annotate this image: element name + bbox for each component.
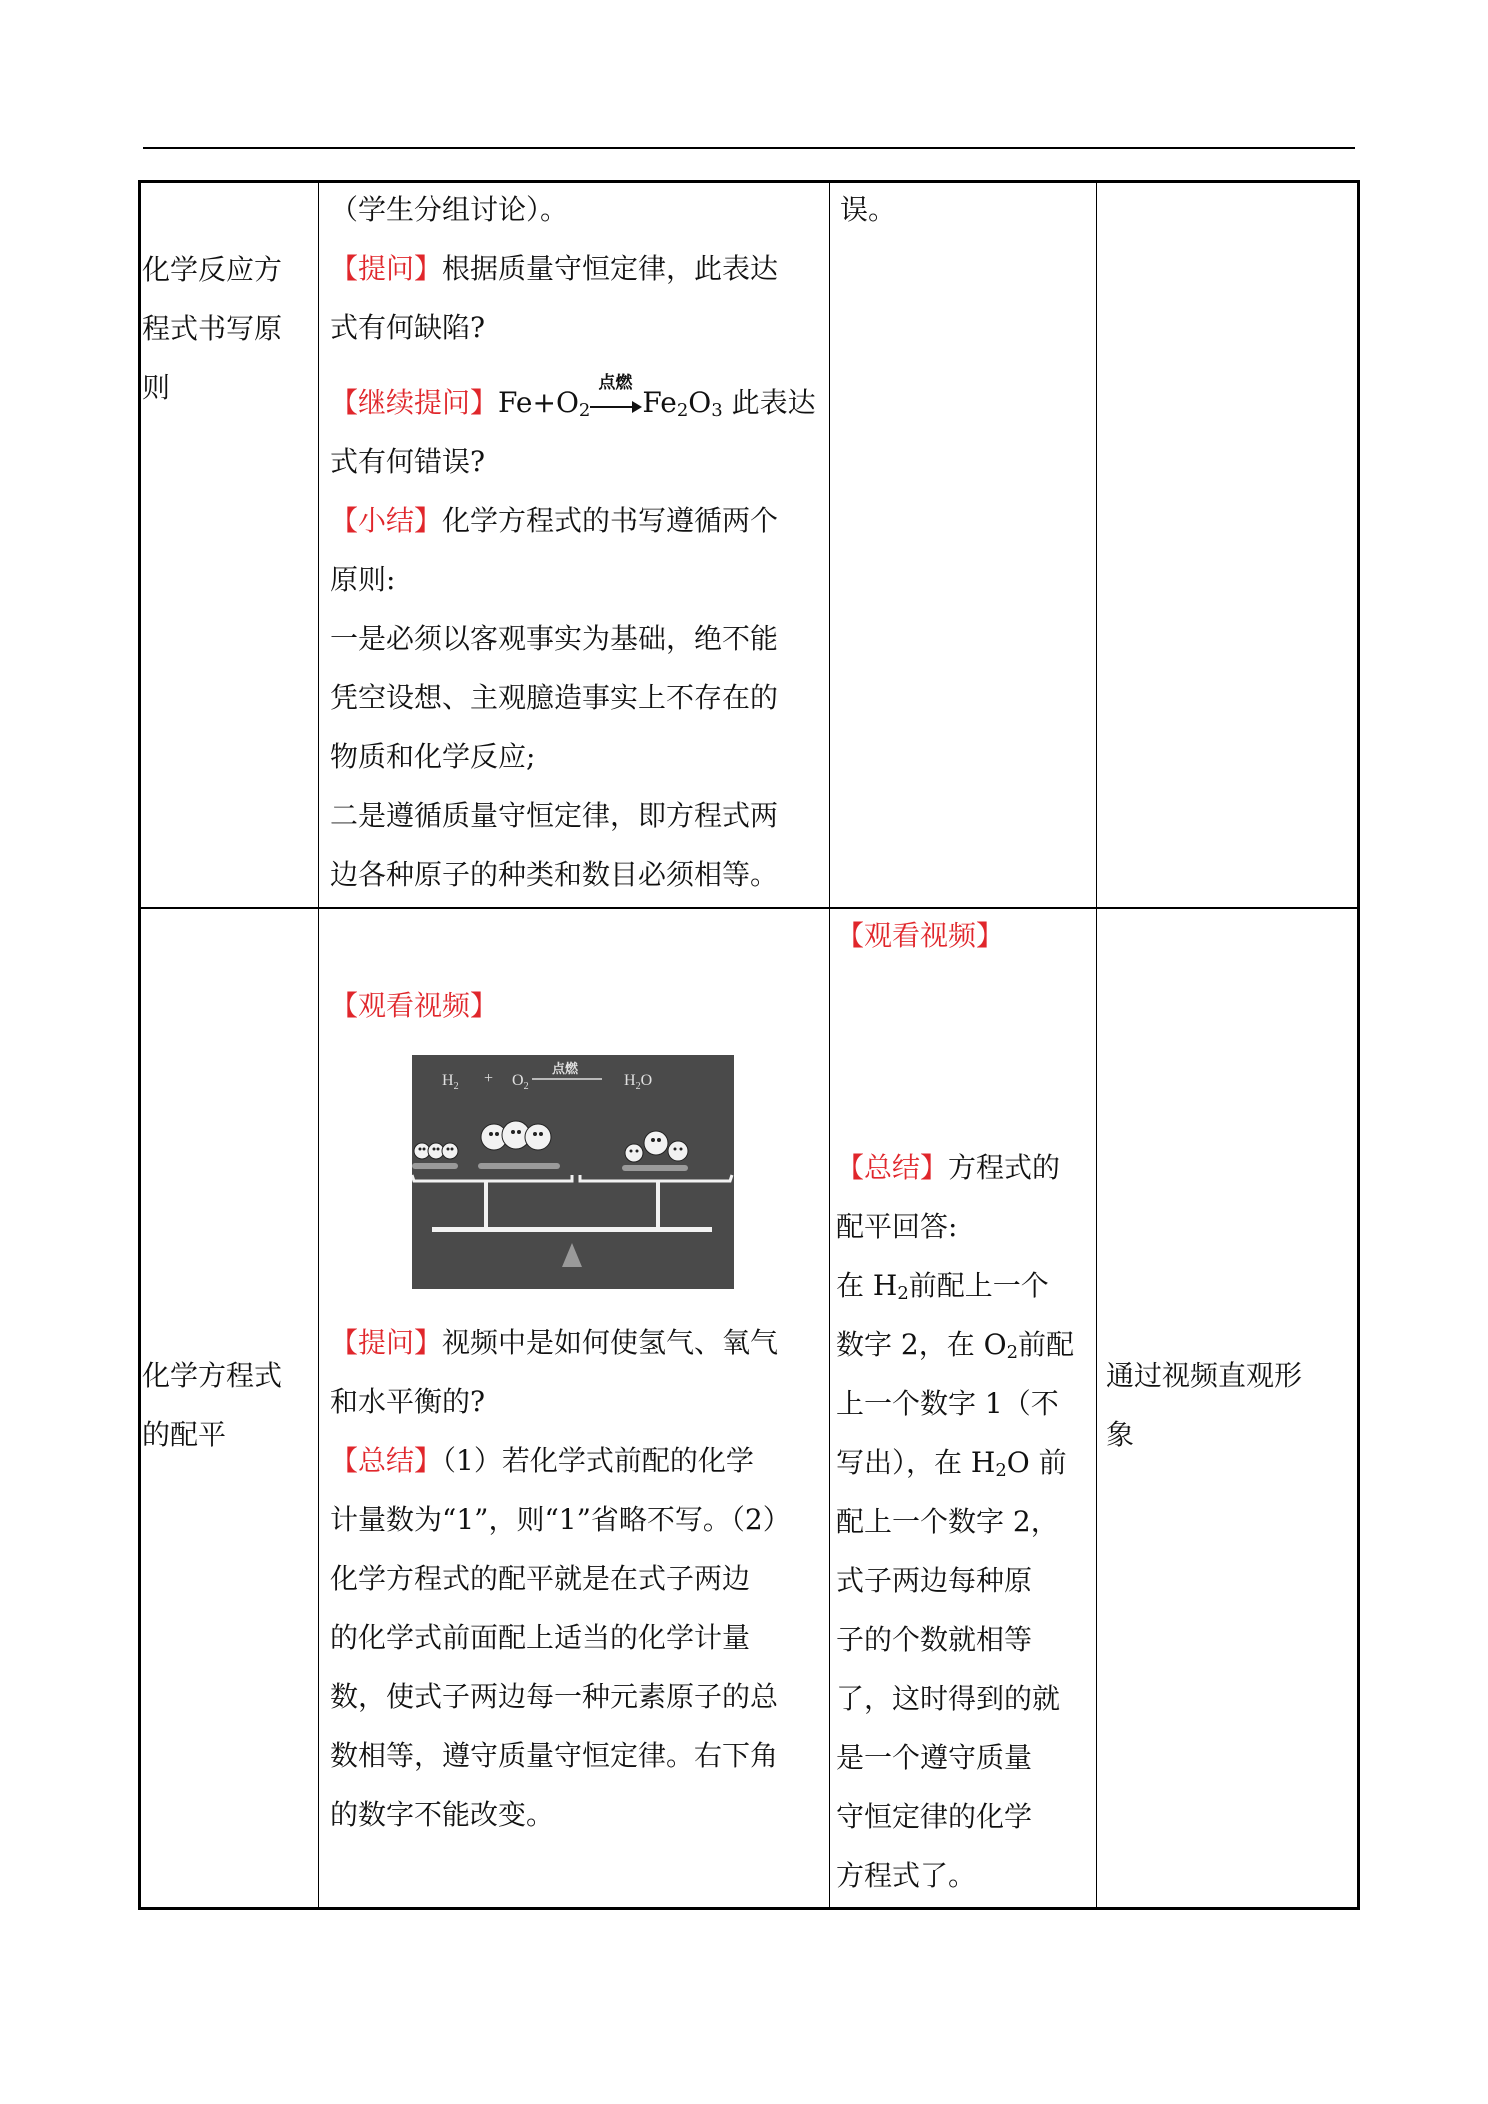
summary-text: 原则:: [330, 563, 396, 596]
equation-line: 【继续提问】$Fe+O_2$ 点燃 $Fe_2O_3$ 此表达: [330, 373, 816, 421]
watch-video-label: [330, 976, 830, 1035]
balance-video-still: [412, 1055, 734, 1289]
topic-line: 程式书写原: [142, 312, 283, 345]
summary-text: 化学方程式的书写遵循两个: [442, 504, 779, 537]
summary-line: [330, 491, 830, 550]
col-divider: [1096, 183, 1097, 1907]
topic-line: 化学反应方: [142, 253, 283, 286]
col-divider: [318, 183, 319, 1907]
summary-text: 一是必须以客观事实为基础，绝不能: [330, 622, 779, 655]
figure-condition: 点燃: [552, 1062, 579, 1077]
reaction-arrow: [590, 373, 642, 418]
equation-lhs: Fe+O: [498, 386, 579, 419]
summary-text: 物质和化学反应;: [330, 740, 536, 773]
summary-text: 方程式的: [948, 1151, 1061, 1184]
question-text: 和水平衡的?: [330, 1385, 486, 1418]
intent-text: 象: [1106, 1418, 1135, 1451]
summary-line: [330, 1431, 830, 1490]
summary-text: 式子两边每种原: [836, 1564, 1033, 1597]
followup-tag: 【继续提问】: [330, 386, 499, 419]
reaction-condition: 点燃: [598, 373, 633, 393]
row2-design-intent: [1106, 1346, 1351, 1464]
summary-tag: 【小结】: [330, 504, 443, 537]
h2o-formula: $H_2O$: [624, 1072, 653, 1092]
balance-beam: [432, 1227, 712, 1232]
summary-text: 边各种原子的种类和数目必须相等。: [330, 858, 779, 891]
summary-text: 二是遵循质量守恒定律，即方程式两: [330, 799, 779, 832]
summary-text: 的化学式前面配上适当的化学计量: [330, 1621, 751, 1654]
summary-text: 数相等，遵守质量守恒定律。右下角: [330, 1739, 779, 1772]
summary-text: 守恒定律的化学: [836, 1800, 1033, 1833]
summary-text: 的数字不能改变。: [330, 1798, 555, 1831]
row2-activity: [330, 1313, 830, 1844]
row1-topic: [142, 240, 317, 417]
summary-text: 上一个数字 1（不: [836, 1387, 1059, 1420]
row-divider: [141, 907, 1357, 909]
summary-tag: 【总结】: [836, 1151, 949, 1184]
row2-topic: [142, 1346, 317, 1464]
row2-watch-video: [836, 906, 1091, 965]
summary-text: 了，这时得到的就: [836, 1682, 1061, 1715]
discussion-note: （学生分组讨论）。: [330, 193, 569, 226]
o2-formula: $O_2$: [512, 1072, 529, 1092]
row2-student-summary: [836, 1138, 1091, 1905]
plus-sign: +: [484, 1070, 494, 1087]
question-text: 式有何缺陷?: [330, 311, 486, 344]
question-text: 根据质量守恒定律，此表达: [442, 252, 779, 285]
summary-line: [836, 1138, 1091, 1197]
summary-text: 配上一个数字 2，: [836, 1505, 1059, 1538]
summary-text: 数字 2，在 $O_2$前配: [836, 1328, 1075, 1363]
summary-text: 写出），在 $H_2O$ 前: [836, 1446, 1067, 1481]
followup-text: 式有何错误?: [330, 445, 486, 478]
equation-tail: 此表达: [731, 386, 816, 419]
topic-line: 化学方程式: [142, 1359, 283, 1392]
summary-text: 数，使式子两边每一种元素原子的总: [330, 1680, 779, 1713]
summary-text: 在 $H_2$前配上一个: [836, 1269, 1049, 1304]
question-text: 视频中是如何使氢气、氧气: [442, 1326, 779, 1359]
question-line: [330, 239, 830, 298]
equation-rhs: Fe: [642, 386, 677, 419]
summary-text: （1）若化学式前配的化学: [442, 1444, 754, 1477]
watch-video-tag: 【观看视频】: [836, 919, 1005, 952]
header-rule: [143, 147, 1355, 149]
student-text: 误。: [840, 193, 897, 226]
watch-video-tag: 【观看视频】: [330, 989, 499, 1022]
topic-line: 则: [142, 371, 171, 404]
equation-rhs: O: [688, 386, 712, 419]
h2-formula: $H_2$: [442, 1072, 459, 1092]
summary-tag: 【总结】: [330, 1444, 443, 1477]
intent-text: 通过视频直观形: [1106, 1359, 1303, 1392]
summary-text: 子的个数就相等: [836, 1623, 1033, 1656]
summary-text: 配平回答:: [836, 1210, 958, 1243]
summary-text: 凭空设想、主观臆造事实上不存在的: [330, 681, 779, 714]
summary-text: 方程式了。: [836, 1859, 977, 1892]
topic-line: 的配平: [142, 1418, 227, 1451]
question-tag: 【提问】: [330, 1326, 443, 1359]
summary-text: 是一个遵守质量: [836, 1741, 1033, 1774]
summary-text: 化学方程式的配平就是在式子两边: [330, 1562, 751, 1595]
question-line: [330, 1313, 830, 1372]
question-tag: 【提问】: [330, 252, 443, 285]
summary-text: 计量数为“1”，则“1”省略不写。（2）: [330, 1503, 791, 1536]
row1-activity: [330, 180, 830, 904]
row1-student-activity: [840, 180, 1090, 239]
